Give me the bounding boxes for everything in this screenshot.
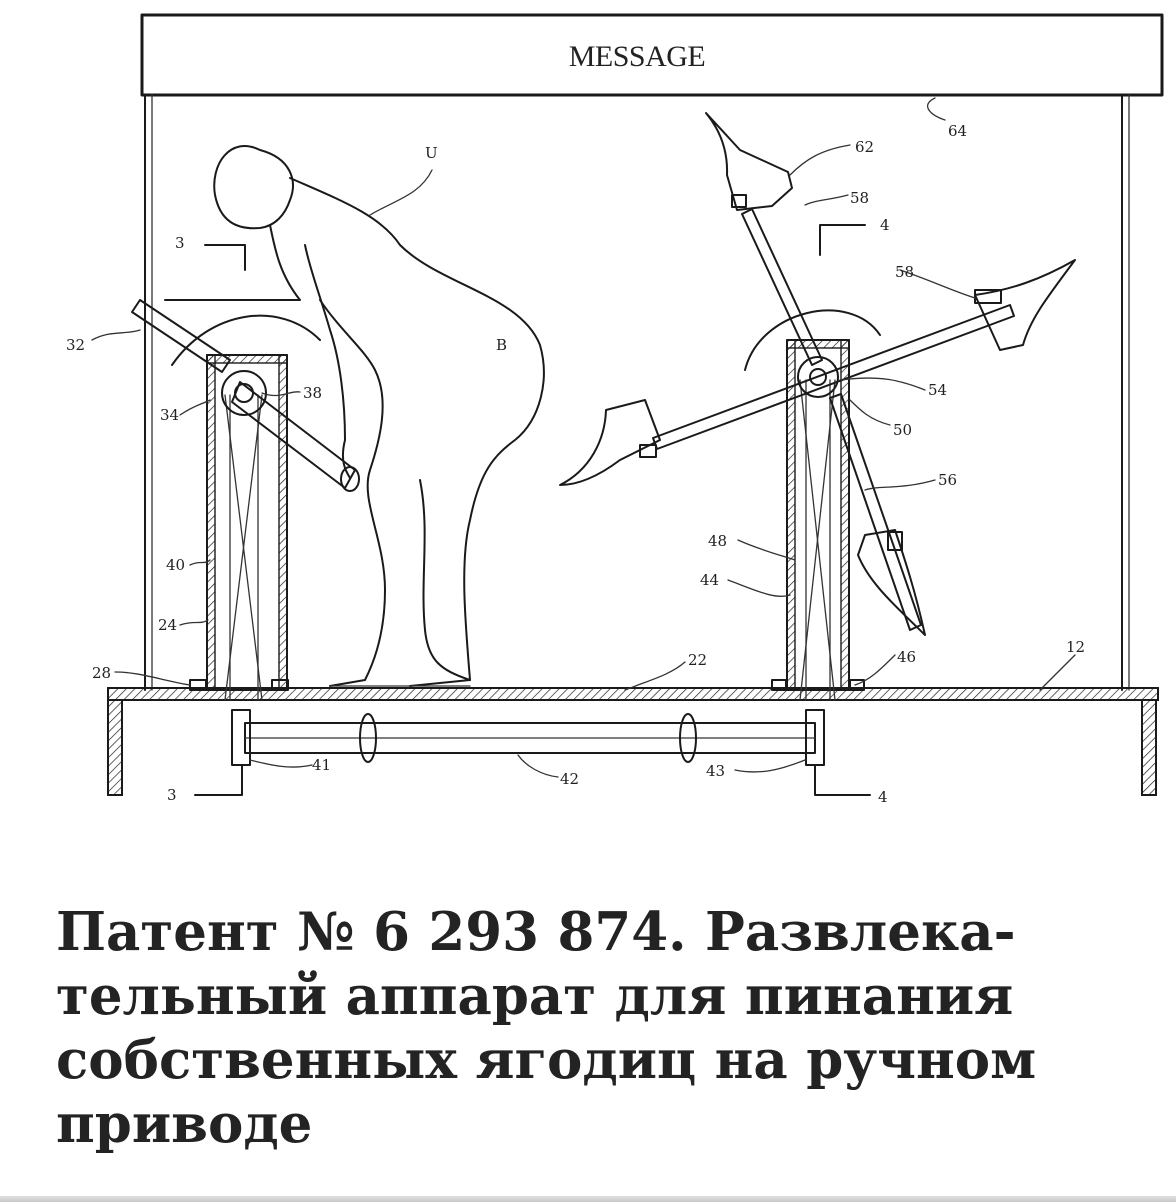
label-48: 48 [708,532,728,550]
page-bottom-edge [0,1196,1176,1202]
label-b: B [496,336,508,354]
label-64: 64 [948,122,968,140]
label-56: 56 [938,471,958,489]
sign-text: MESSAGE [568,40,706,73]
label-section-4-top: 4 [880,216,890,234]
person-figure [165,146,544,686]
label-u: U [425,144,438,162]
label-46: 46 [897,648,917,666]
patent-caption [56,900,1146,1156]
leader-lines [92,98,1075,777]
label-41: 41 [312,756,332,774]
label-34: 34 [160,406,180,424]
label-62: 62 [855,138,875,156]
hand-crank [132,300,359,491]
label-24: 24 [158,616,178,634]
label-50: 50 [893,421,913,439]
label-40: 40 [166,556,186,574]
caption-line: собственных ягодиц на ручном [56,1029,1037,1091]
label-22: 22 [688,651,708,669]
caption-line: приводе [56,1093,313,1155]
section-markers [195,225,870,795]
label-44: 44 [700,571,720,589]
label-section-4-bottom: 4 [878,788,888,806]
label-12: 12 [1066,638,1086,656]
label-32: 32 [66,336,86,354]
message-sign [142,15,1162,95]
label-42: 42 [560,770,580,788]
reference-labels [66,122,1085,806]
label-section-3-bottom: 3 [167,786,177,804]
label-43: 43 [706,762,726,780]
label-58-right: 58 [895,263,915,281]
label-54: 54 [928,381,948,399]
label-section-3-top: 3 [175,234,185,252]
caption-line: тельный аппарат для пинания [56,965,1014,1027]
right-kicker-tower [745,310,880,700]
label-58-top: 58 [850,189,870,207]
label-28: 28 [92,664,112,682]
base-platform [108,688,1158,795]
kicking-boot-wheel [560,113,1075,635]
label-38: 38 [303,384,323,402]
caption-line: Патент № 6 293 874. Развлека- [56,901,1016,963]
